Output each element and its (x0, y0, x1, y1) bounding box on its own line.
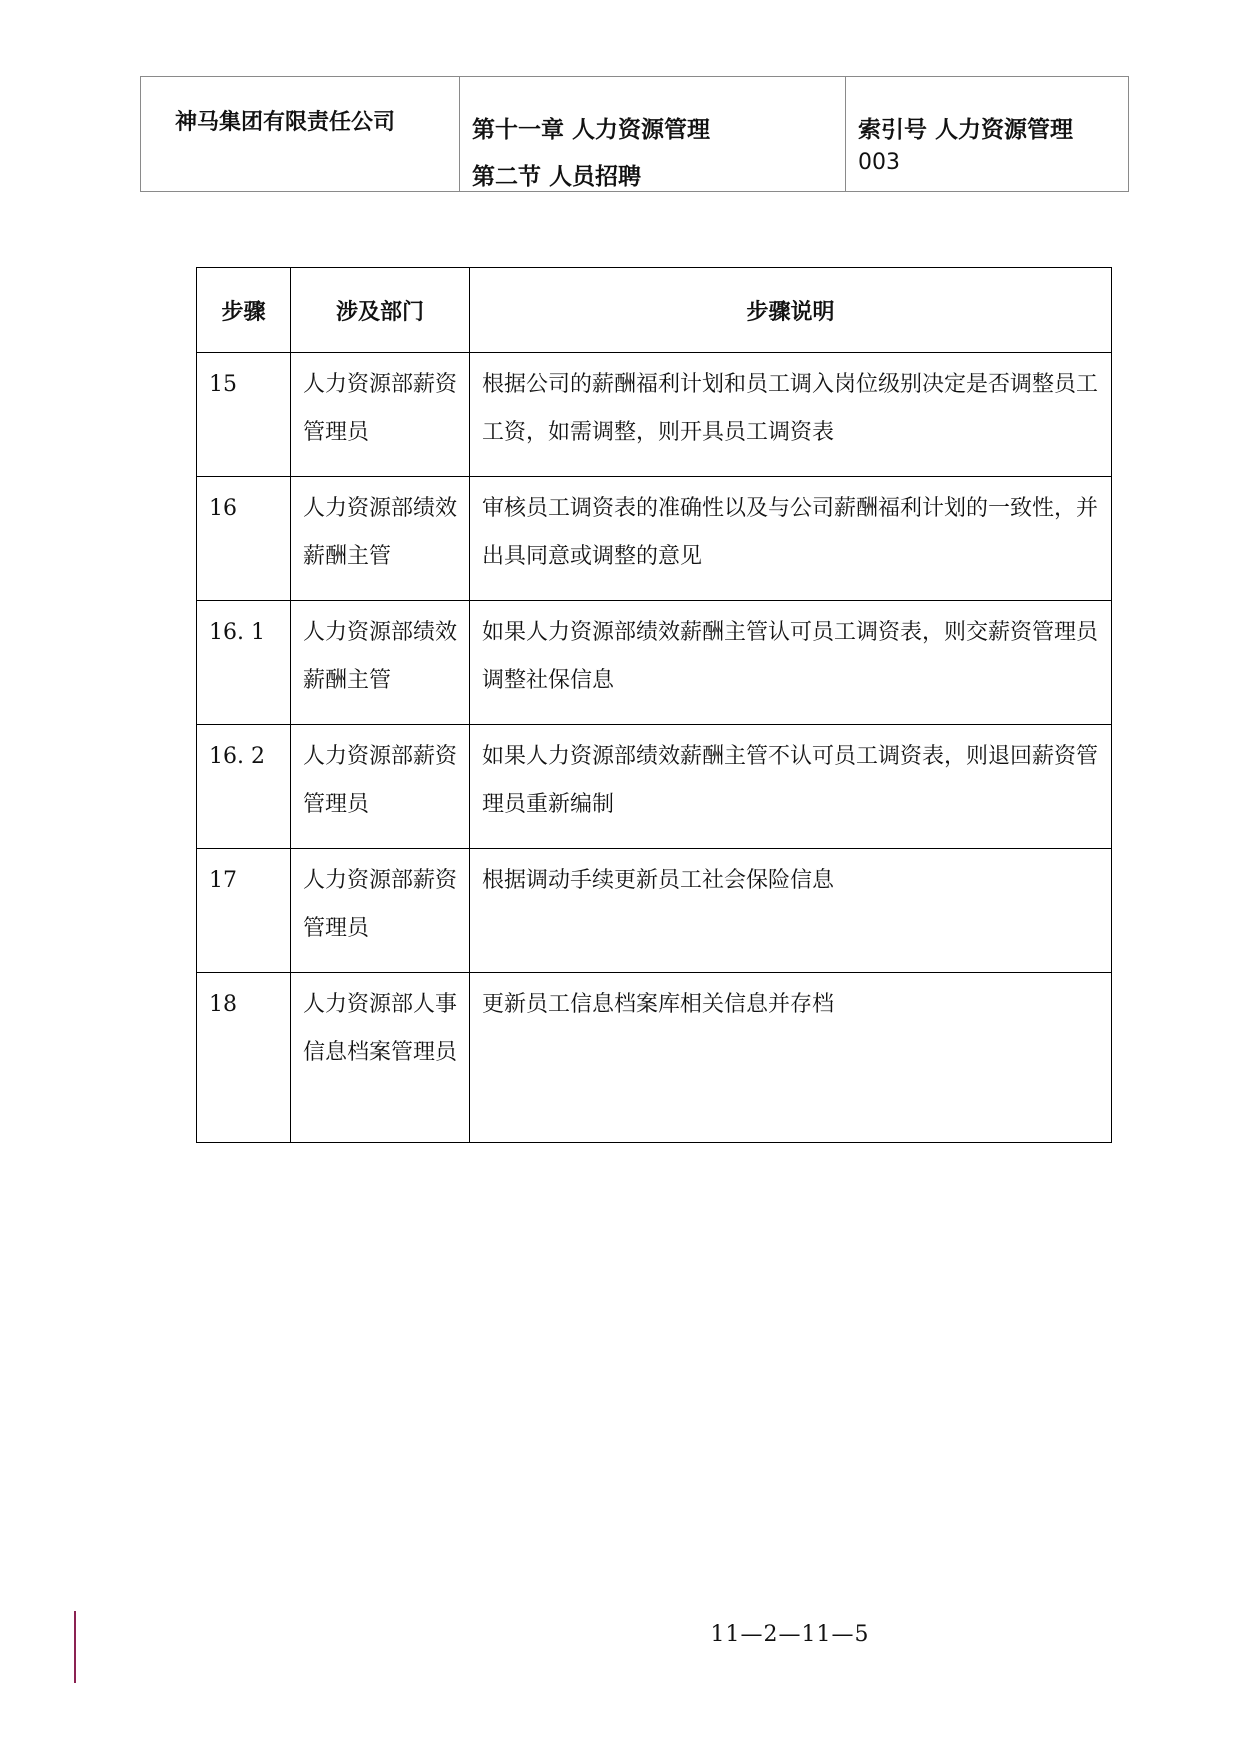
index-cell (846, 77, 1129, 192)
table-row (197, 353, 1112, 477)
step-number: 16 (197, 477, 291, 601)
table-row (197, 477, 1112, 601)
description: 如果人力资源部绩效薪酬主管不认可员工调资表，则退回薪资管理员重新编制 (470, 725, 1112, 849)
department: 人力资源部绩效薪酬主管 (291, 477, 470, 601)
description: 审核员工调资表的准确性以及与公司薪酬福利计划的一致性，并出具同意或调整的意见 (470, 477, 1112, 601)
step-number: 18 (197, 973, 291, 1143)
header-step: 步骤 (197, 268, 291, 353)
description: 根据公司的薪酬福利计划和员工调入岗位级别决定是否调整员工工资，如需调整，则开具员工调资表 (470, 353, 1112, 477)
department: 人力资源部人事信息档案管理员 (291, 973, 470, 1143)
table-header-row (197, 268, 1112, 353)
table-row (197, 725, 1112, 849)
header-description: 步骤说明 (470, 268, 1112, 353)
step-number: 17 (197, 849, 291, 973)
department: 人力资源部薪资管理员 (291, 849, 470, 973)
department: 人力资源部薪资管理员 (291, 725, 470, 849)
company-name: 神马集团有限责任公司 (175, 110, 396, 135)
description: 更新员工信息档案库相关信息并存档 (470, 973, 1112, 1143)
header-department: 涉及部门 (291, 268, 470, 353)
department: 人力资源部绩效薪酬主管 (291, 601, 470, 725)
step-number: 16. 2 (197, 725, 291, 849)
document-header (140, 76, 1129, 192)
index-number: 003 (858, 150, 900, 175)
table-row (197, 849, 1112, 973)
description: 如果人力资源部绩效薪酬主管认可员工调资表，则交薪资管理员调整社保信息 (470, 601, 1112, 725)
steps-table (196, 267, 1112, 1143)
step-number: 16. 1 (197, 601, 291, 725)
page-number: 11—2—11—5 (710, 1622, 870, 1647)
description: 根据调动手续更新员工社会保险信息 (470, 849, 1112, 973)
table-row (197, 601, 1112, 725)
company-cell (141, 77, 460, 192)
chapter-title: 第十一章 人力资源管理 (472, 117, 711, 143)
section-title: 第二节 人员招聘 (472, 164, 642, 190)
step-number: 15 (197, 353, 291, 477)
department: 人力资源部薪资管理员 (291, 353, 470, 477)
chapter-cell (460, 77, 846, 192)
index-label: 索引号 人力资源管理 (858, 117, 1074, 143)
table-row (197, 973, 1112, 1143)
